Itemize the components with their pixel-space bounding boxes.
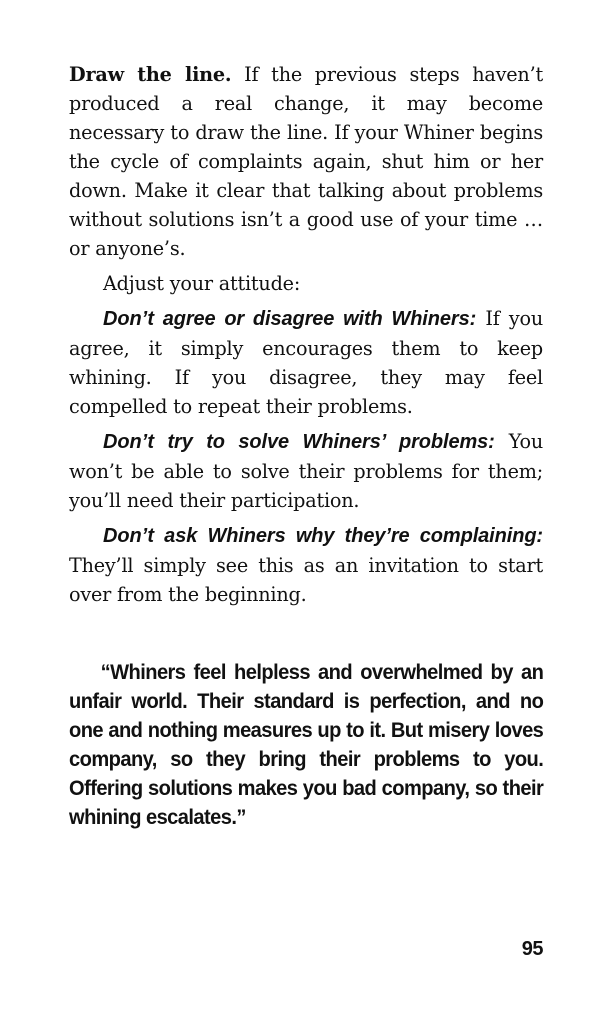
tip-solve-paragraph xyxy=(69,427,543,515)
tip-agree-text: If you agree, it simply encourages them to keep whining. If you disagree, they may feel compelled to repeat their problems. xyxy=(69,307,543,418)
tip-agree-heading: Don’t agree or disagree with Whiners: xyxy=(103,308,477,330)
tip-ask-heading: Don’t ask Whiners why they’re complaining: xyxy=(103,525,543,547)
draw-line-text: If the previous steps haven’t produced a real change, it may become necessary to draw the line. If your Whiner begins the cycle of complaints again, shut him or her down. Make it clear that talking about problems without solutions isn’t a good use of your time … or anyone’s. xyxy=(69,63,544,260)
tip-agree-paragraph xyxy=(69,304,543,421)
page-content xyxy=(69,60,543,831)
pull-quote: “Whiners feel helpless and overwhelmed by an unfair world. Their standard is perfection, and no one and nothing measures up to it. But misery loves company, so they bring their problems to you. Offering solutions makes you bad company, so their whining escalates.” xyxy=(69,659,544,829)
draw-line-heading: Draw the line. xyxy=(69,63,232,86)
adjust-attitude-line: Adjust your attitude: xyxy=(103,272,301,295)
tip-ask-text: They’ll simply see this as an invitation to start over from the beginning. xyxy=(69,554,543,606)
page-number: 95 xyxy=(521,938,543,960)
tip-solve-text: You won’t be able to solve their problems for them; you’ll need their participation. xyxy=(69,430,544,512)
tip-ask-paragraph xyxy=(69,521,543,609)
draw-line-paragraph xyxy=(69,60,543,263)
tip-solve-heading: Don’t try to solve Whiners’ problems: xyxy=(103,431,495,453)
